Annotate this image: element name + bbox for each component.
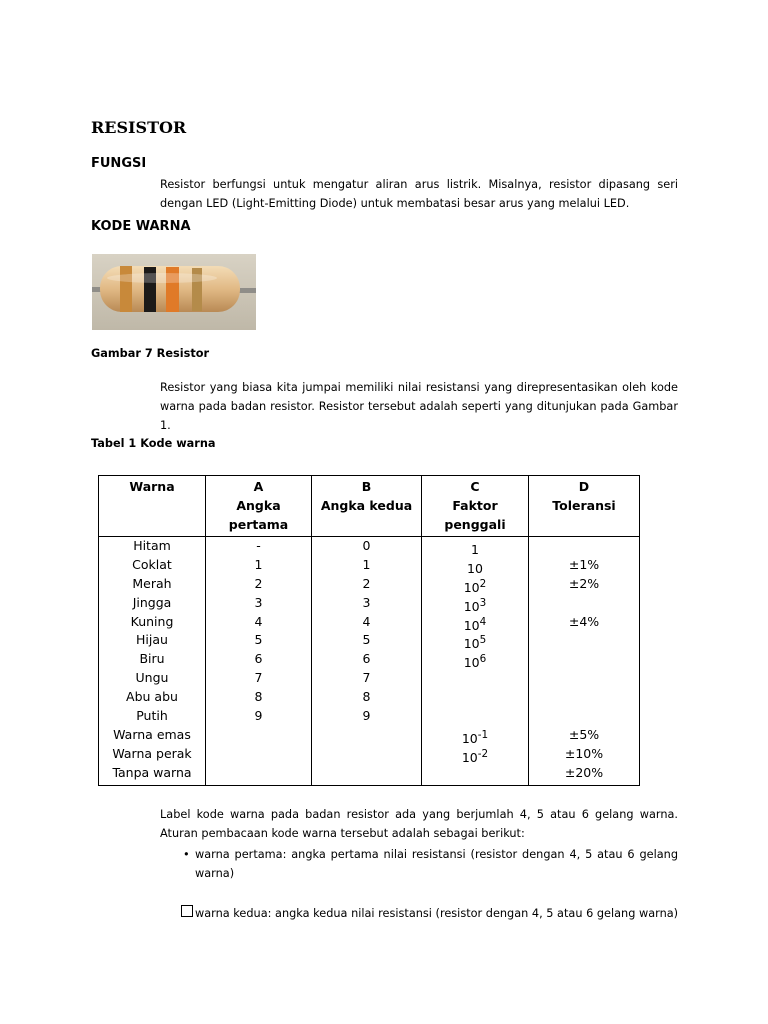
warna-cell: Hijau [136, 632, 168, 648]
column-faktor-penggali [422, 537, 529, 786]
angka-kedua-cell: 0 [362, 538, 371, 553]
toleransi-cell: ±4% [568, 613, 600, 629]
angka-pertama-cell: 5 [254, 632, 263, 648]
faktor-cell: $10^4$ [463, 615, 487, 633]
warna-cell: Jingga [132, 594, 172, 610]
header-warna: Warna [99, 476, 206, 537]
toleransi-cell: ±20% [564, 764, 604, 780]
header-b: B Angka kedua [312, 476, 422, 537]
warna-cell: Merah [132, 575, 172, 591]
angka-pertama-cell: 4 [254, 613, 263, 629]
warna-cell: Hitam [133, 538, 171, 553]
warna-cell: Warna perak [112, 745, 192, 761]
toleransi-cell [529, 669, 639, 688]
warna-cell: Abu abu [126, 689, 178, 705]
angka-pertama-cell: 7 [254, 670, 263, 686]
toleransi-cell: ±5% [568, 726, 600, 742]
toleransi-cell [529, 688, 639, 707]
kode-warna-paragraph: Resistor yang biasa kita jumpai memiliki nilai resistansi yang direpresentasikan oleh kode warna pada badan resistor. Resistor tersebut adalah seperti yang ditunjukan pada Gambar 1. [160, 381, 678, 432]
angka-kedua-cell: 9 [362, 708, 371, 724]
faktor-cell: $10^{-1}$ [461, 728, 489, 747]
angka-pertama-cell [206, 764, 311, 783]
angka-kedua-cell: 7 [362, 670, 371, 686]
angka-kedua-cell [312, 764, 421, 783]
toleransi-cell [529, 631, 639, 650]
toleransi-cell: ±1% [568, 556, 600, 572]
angka-pertama-cell: 1 [254, 556, 263, 572]
angka-kedua-cell: 4 [362, 613, 371, 629]
resistor-photo [92, 254, 256, 330]
resistor-illustration [92, 254, 256, 330]
warna-cell: Kuning [130, 613, 174, 629]
table-caption: Tabel 1 Kode warna [91, 437, 216, 450]
toleransi-cell: ±2% [568, 575, 600, 591]
bullet-item-1: warna pertama: angka pertama nilai resistansi (resistor dengan 4, 5 atau 6 gelang warna) [195, 848, 678, 880]
section-heading-kode-warna: KODE WARNA [91, 219, 191, 234]
bullet-marker-1: • [183, 848, 190, 861]
angka-kedua-cell: 1 [362, 556, 371, 572]
toleransi-cell [529, 707, 639, 726]
column-angka-kedua [312, 537, 422, 786]
faktor-cell: $10^3$ [463, 596, 487, 614]
angka-pertama-cell: 2 [254, 575, 263, 591]
angka-pertama-cell: 3 [254, 594, 263, 610]
column-warna [99, 537, 206, 786]
warna-cell: Tanpa warna [112, 764, 192, 780]
angka-pertama-cell [206, 745, 311, 764]
bullet-item-2: warna kedua: angka kedua nilai resistansi (resistor dengan 4, 5 atau 6 gelang warna) [195, 907, 679, 920]
angka-pertama-cell [206, 726, 311, 745]
warna-cell: Ungu [135, 670, 169, 686]
toleransi-cell [529, 537, 639, 556]
faktor-cell [422, 669, 528, 688]
aturan-paragraph: Label kode warna pada badan resistor ada yang berjumlah 4, 5 atau 6 gelang warna. Aturan pembacaan kode warna tersebut adalah sebagai berikut: [160, 808, 678, 840]
angka-kedua-cell: 8 [362, 689, 371, 705]
angka-kedua-cell: 3 [362, 594, 371, 610]
toleransi-cell [529, 650, 639, 669]
table-body-row [99, 537, 640, 786]
kode-warna-table [98, 475, 640, 786]
angka-kedua-cell [312, 745, 421, 764]
warna-cell: Warna emas [113, 726, 191, 742]
angka-kedua-cell: 2 [362, 575, 371, 591]
angka-pertama-cell: 9 [254, 708, 263, 724]
angka-pertama-cell: - [256, 538, 261, 553]
faktor-cell [422, 688, 528, 707]
header-d: D Toleransi [529, 476, 640, 537]
angka-kedua-cell: 6 [362, 651, 371, 667]
faktor-cell: 1 [471, 542, 479, 558]
table-header-row [99, 476, 640, 537]
section-heading-fungsi: FUNGSI [91, 156, 147, 171]
warna-cell: Coklat [132, 556, 172, 572]
toleransi-cell: ±10% [564, 745, 604, 761]
faktor-cell [422, 707, 528, 726]
warna-cell: Putih [136, 708, 168, 724]
faktor-cell [422, 764, 528, 783]
faktor-cell: $10^5$ [463, 634, 487, 652]
header-a: A Angka pertama [206, 476, 312, 537]
toleransi-cell [529, 594, 639, 613]
column-toleransi [529, 537, 640, 786]
page-title: RESISTOR [91, 118, 187, 137]
angka-kedua-cell: 5 [362, 632, 371, 648]
faktor-cell: $10^2$ [463, 577, 487, 595]
angka-pertama-cell: 8 [254, 689, 263, 705]
bullet-marker-2 [181, 905, 193, 917]
faktor-cell: $10^{-2}$ [461, 747, 489, 765]
resistor-band-1 [120, 266, 132, 312]
header-c: C Faktor penggali [422, 476, 529, 537]
figure-caption: Gambar 7 Resistor [91, 347, 210, 360]
column-angka-pertama [206, 537, 312, 786]
fungsi-paragraph: Resistor berfungsi untuk mengatur aliran arus listrik. Misalnya, resistor dipasang seri dengan LED (Light-Emitting Diode) untuk membatasi besar arus yang melalui LED. [160, 178, 678, 210]
angka-kedua-cell [312, 726, 421, 745]
angka-pertama-cell: 6 [254, 651, 263, 667]
faktor-cell: $10^6$ [463, 653, 487, 671]
warna-cell: Biru [139, 651, 165, 667]
faktor-cell: 10 [467, 561, 483, 577]
